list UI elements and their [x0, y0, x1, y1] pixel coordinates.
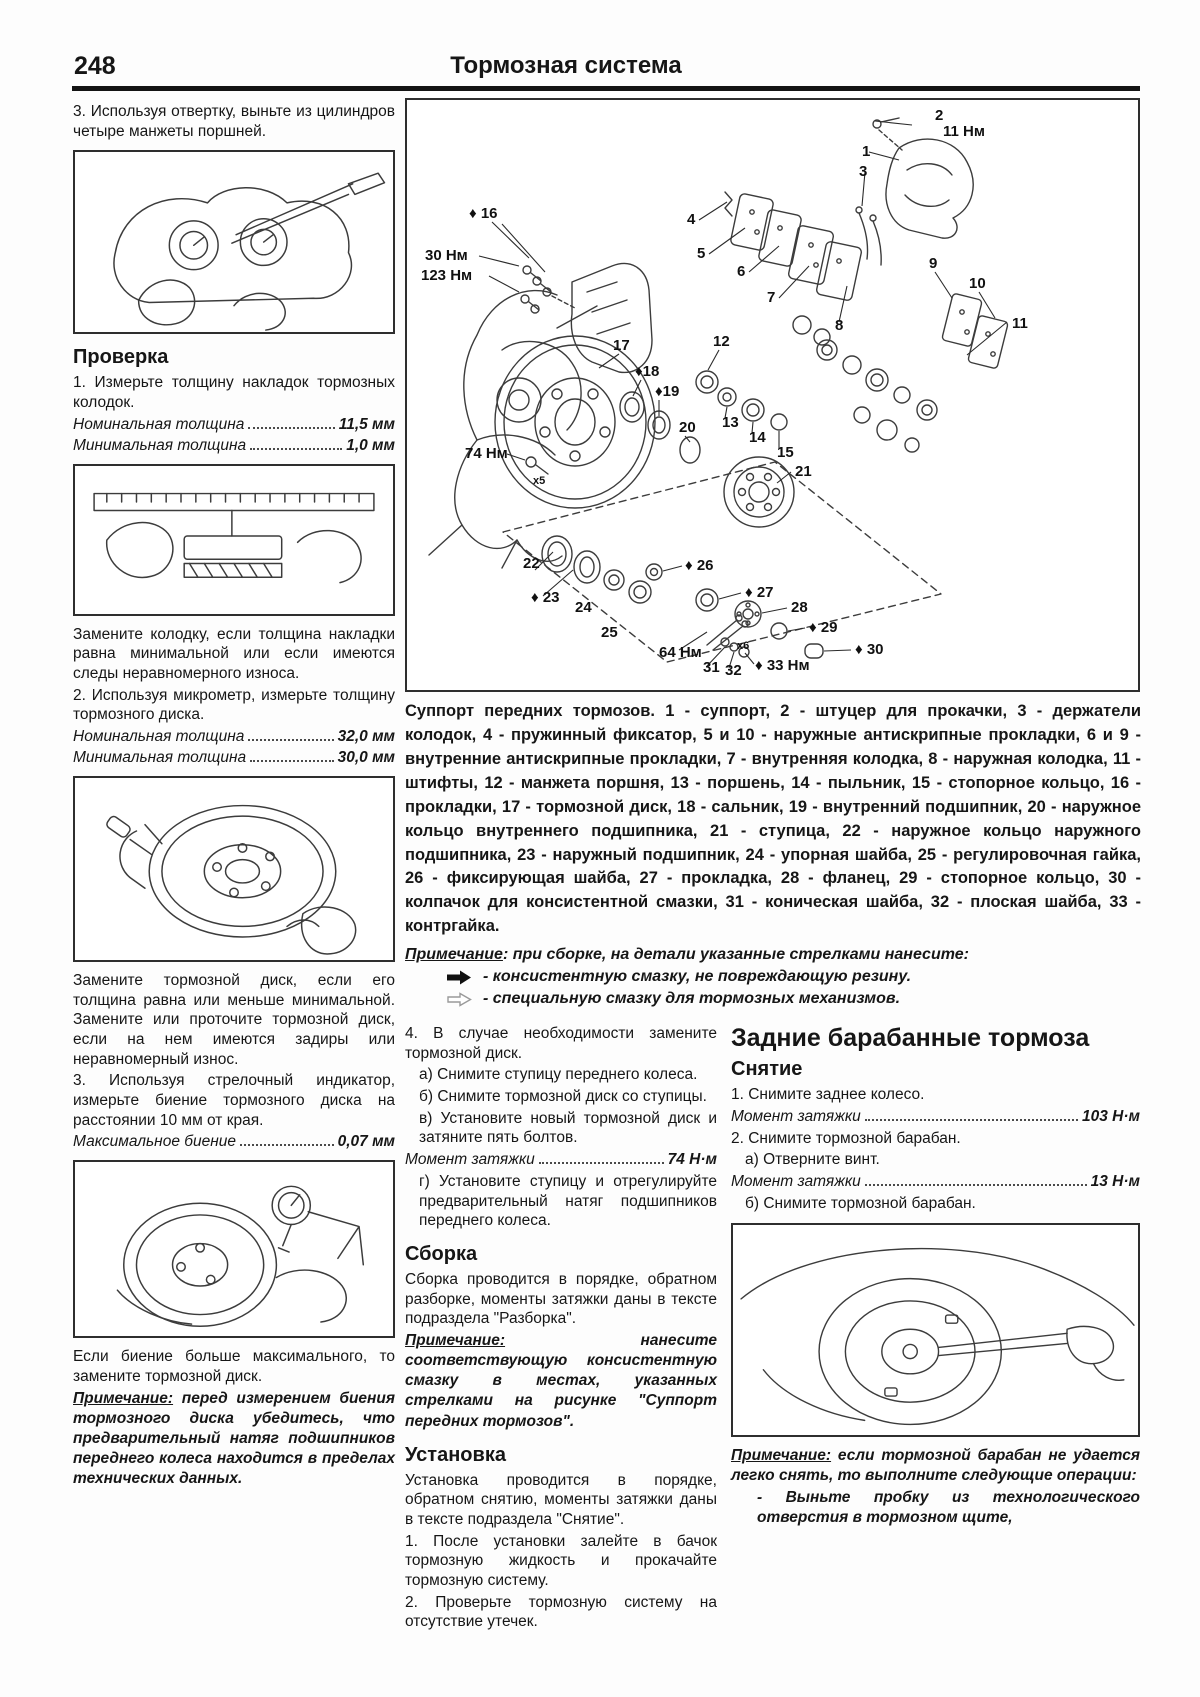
step-text: 3. Используя стрелочный индикатор, измерьте биение тормозного диска на расстоянии 10 мм от края. — [73, 1072, 395, 1129]
diagram-callout: 21 — [795, 463, 812, 480]
step-text: 2. Используя микрометр, измерьте толщину тормозного диска. — [73, 686, 395, 724]
exploded-diagram-box — [405, 98, 1140, 692]
diagram-callout: ♦19 — [655, 383, 680, 400]
note-text: если тормозной барабан не удается легко снять, то выполните следующие операции: — [731, 1446, 1140, 1484]
diagram-callout: ♦18 — [635, 363, 660, 380]
spec-line — [73, 1133, 395, 1151]
note-text: : при сборке, на детали указанные стрелками нанесите: — [502, 946, 969, 964]
diagram-callout: 15 — [777, 444, 794, 461]
diagram-caption-block — [405, 700, 1141, 1012]
diagram-caption: Суппорт передних тормозов. 1 - суппорт, 2 - штуцер для прокачки, 3 - держатели колодок, 4 - пружинный фиксатор, 5 и 10 - наружные антискрипные прокладки, 6 и 9 - внутренние антискрипные прокладки, 7 - внутренняя колодка, 8 - наружная колодка, 11 - штифты, 12 - манжета поршня, 13 - поршень, 14 - пыльник, 15 - стопорное кольцо, 16 - прокладки, 17 - тормозной диск, 18 - сальник, 19 - внутренний подшипник, 20 - наружное кольцо внутреннего подшипника, 21 - ступица, 22 - наружное кольцо наружного подшипника, 23 - наружный подшипник, 24 - упорная шайба, 25 - регулировочная гайка, 26 - фиксирующая шайба, 27 - прокладка, 28 - фланец, 29 - стопорное кольцо, 30 - колпачок для консистентной смазки, 31 - коническая шайба, 32 - плоская шайба, 33 - контргайка. — [405, 702, 1141, 936]
dotted-leader — [865, 1108, 1078, 1121]
diagram-callout: 1 — [862, 143, 871, 160]
front-caliper-exploded-diagram — [407, 100, 1138, 690]
note-text: перед измерением биения тормозного диска убедитесь, что предварительный натяг подшипников переднего колеса находится в пределах технических данных. — [73, 1389, 395, 1488]
dotted-leader — [539, 1151, 664, 1164]
dotted-leader — [240, 1133, 334, 1146]
chapter-heading-rear-drum: Задние барабанные тормоза — [731, 1024, 1090, 1052]
piston-seal-removal-drawing — [75, 152, 393, 332]
pads-drawing — [725, 192, 862, 301]
body-paragraph: Замените тормозной диск, если его толщина равна или меньше минимальной. Замените или проточите тормозной диск, если на нем имеются задиры или неравномерный износ. — [73, 972, 395, 1068]
section-heading-install: Установка — [405, 1443, 506, 1466]
step-text: 2. Проверьте тормозную систему на отсутствие утечек. — [405, 1593, 717, 1631]
torque-line — [731, 1108, 1140, 1126]
diagram-callout: 5 — [697, 245, 706, 262]
leader-lines — [479, 121, 1007, 668]
illustration-drum-removal — [731, 1223, 1140, 1437]
spec-line — [73, 416, 395, 434]
outline-arrow-icon — [447, 992, 473, 1007]
spec-label: Максимальное биение — [73, 1133, 236, 1151]
diagram-callout: ♦ 27 — [745, 584, 774, 601]
diagram-callout: 3 — [859, 163, 868, 180]
caliper-drawing — [114, 173, 385, 330]
runout-drawing — [117, 1186, 363, 1326]
spec-value: 30,0 мм — [337, 749, 395, 767]
diagram-callout: 10 — [969, 275, 986, 292]
page-title: Тормозная система — [450, 52, 682, 79]
illustration-disc-micrometer — [73, 776, 395, 962]
section-heading-check: Проверка — [73, 346, 169, 369]
spec-value: 74 Н·м — [667, 1151, 717, 1169]
section-heading-assembly: Сборка — [405, 1243, 478, 1266]
diagram-callout: x5 — [533, 475, 546, 487]
illustration-pad-thickness-measure — [73, 464, 395, 616]
diagram-callout: 25 — [601, 624, 618, 641]
hub-drawing — [724, 457, 794, 527]
diagram-callout: 6 — [737, 263, 746, 280]
diagram-callout: 14 — [749, 429, 766, 446]
diagram-callout: ♦ 16 — [469, 205, 498, 222]
spec-value: 0,07 мм — [337, 1133, 395, 1151]
spec-line — [73, 728, 395, 746]
diagram-callout: 12 — [713, 333, 730, 350]
solid-arrow-icon — [447, 970, 473, 985]
left-column — [73, 102, 395, 1491]
page-number: 248 — [74, 52, 116, 80]
note-text: нанесите соответствующую консистентную смазку в местах, указанных стрелками на рисунке "Суппорт передних тормозов". — [405, 1332, 717, 1430]
step-text: 1. После установки залейте в бачок тормозную жидкость и прокачайте тормозную систему. — [405, 1532, 717, 1590]
bullet-text: - консистентную смазку, не повреждающую резину. — [483, 968, 912, 986]
pins-drawing — [856, 207, 881, 265]
step-text: 1. Измерьте толщину накладок тормозных колодок. — [73, 374, 395, 412]
body-paragraph: Замените колодку, если толщина накладки равна минимальной или если имеются следы неравномерного износа. — [73, 625, 395, 683]
diagram-callout: 31 — [703, 659, 720, 676]
spec-value: 11,5 мм — [338, 415, 395, 433]
ruler-drawing — [94, 493, 374, 582]
disc-drawing — [105, 805, 355, 953]
dotted-leader — [248, 416, 334, 429]
torque-line — [405, 1151, 717, 1169]
dotted-leader — [250, 437, 342, 450]
note-label: Примечание: — [73, 1389, 174, 1407]
spec-line — [73, 749, 395, 767]
spec-label: Минимальная толщина — [73, 436, 247, 454]
diagram-callout: 74 Нм — [465, 445, 508, 462]
note-bullet: - Выньте пробку из технологического отверстия в тормозном щите, — [757, 1488, 1140, 1527]
spec-label: Номинальная толщина — [73, 415, 245, 433]
diagram-callout: ♦ 33 Нм — [755, 657, 810, 674]
spec-label: Момент затяжки — [731, 1107, 861, 1125]
spec-line — [73, 437, 395, 455]
grease-bullet-solid — [405, 968, 1141, 986]
note-paragraph — [731, 1446, 1140, 1486]
diagram-callout: ♦ 30 — [855, 641, 884, 658]
diagram-callout: ♦ 29 — [809, 619, 838, 636]
diagram-callout: 11 — [1012, 315, 1028, 332]
spec-value: 103 Н·м — [1082, 1107, 1140, 1125]
body-paragraph: Сборка проводится в порядке, обратном разборке, моменты затяжки даны в тексте подраздела "Разборка". — [405, 1271, 717, 1328]
note-label: Примечание — [405, 946, 503, 964]
diagram-callout: 13 — [722, 414, 739, 431]
step-text: 2. Снимите тормозной барабан. — [731, 1129, 961, 1147]
caliper-bracket-drawing — [521, 263, 652, 372]
spec-label: Момент затяжки — [731, 1173, 861, 1191]
dotted-leader — [248, 728, 333, 741]
substep-text: а) Снимите ступицу переднего колеса. — [419, 1066, 698, 1084]
body-paragraph: Если биение больше максимального, то замените тормозной диск. — [73, 1348, 395, 1386]
diagram-callout: x6 — [737, 640, 750, 652]
step-text: 1. Снимите заднее колесо. — [731, 1086, 925, 1103]
diagram-callout: 28 — [791, 599, 808, 616]
diagram-note — [405, 946, 1141, 964]
diagram-callout: 30 Нм — [425, 247, 468, 264]
note-label: Примечание: — [405, 1332, 506, 1350]
substep-text: в) Установите новый тормозной диск и затяните пять болтов. — [419, 1109, 717, 1147]
diagram-callout: 24 — [575, 599, 592, 616]
grease-bullet-outline — [405, 990, 1141, 1008]
diagram-callout: 22 — [523, 555, 540, 572]
diagram-callout: 2 — [935, 107, 944, 124]
diagram-callout: ♦ 23 — [531, 589, 560, 606]
diagram-callout: 17 — [613, 337, 630, 354]
spec-value: 13 Н·м — [1090, 1173, 1140, 1191]
page-header — [72, 50, 1140, 91]
diagram-callout: 123 Нм — [421, 267, 473, 284]
hub-bolt-drawing — [526, 457, 548, 474]
pad-measure-drawing — [75, 466, 393, 614]
section-heading-removal: Снятие — [731, 1058, 803, 1080]
step-text: 3. Используя отвертку, выньте из цилиндров четыре манжеты поршней. — [73, 103, 395, 140]
diagram-callout: ♦ 26 — [685, 557, 714, 574]
spec-label: Момент затяжки — [405, 1151, 535, 1169]
note-paragraph — [73, 1389, 395, 1490]
illustration-piston-seal-removal — [73, 150, 395, 334]
diagram-callout: 11 Нм — [943, 123, 985, 140]
illustration-disc-runout-indicator — [73, 1160, 395, 1338]
step-text: 4. В случае необходимости замените тормозной диск. — [405, 1025, 717, 1062]
right-column — [731, 1024, 1140, 1530]
disc-micrometer-drawing — [75, 778, 393, 960]
spec-label: Номинальная толщина — [73, 728, 245, 746]
dotted-leader — [250, 749, 333, 762]
body-paragraph: Установка проводится в порядке, обратном снятию, моменты затяжки даны в тексте подраздела "Снятие". — [405, 1471, 717, 1529]
substep-text: а) Отверните винт. — [745, 1151, 880, 1169]
bullet-text: - специальную смазку для тормозных механизмов. — [483, 990, 901, 1008]
middle-column — [405, 1024, 717, 1634]
drum-removal-drawing — [733, 1228, 1138, 1431]
diagram-callout: 20 — [679, 419, 696, 436]
note-label: Примечание: — [731, 1446, 832, 1464]
spec-value: 1,0 мм — [346, 436, 395, 454]
spec-label: Минимальная толщина — [73, 749, 247, 767]
diagram-callout: 32 — [725, 662, 742, 679]
note-paragraph — [405, 1331, 717, 1432]
substep-text: г) Установите ступицу и отрегулируйте предварительный натяг подшипников переднего колеса. — [419, 1173, 717, 1230]
diagram-callout: 7 — [767, 289, 776, 306]
diagram-callout: 8 — [835, 317, 844, 334]
substep-text: б) Снимите тормозной барабан. — [745, 1195, 976, 1213]
diagram-callout: 9 — [929, 255, 938, 272]
diagram-callout: 64 Нм — [659, 644, 702, 661]
diagram-callout: 4 — [687, 211, 696, 228]
outer-shims-drawing — [942, 293, 1009, 369]
substep-text: б) Снимите тормозной диск со ступицы. — [419, 1088, 707, 1106]
drum-drawing — [741, 1249, 1134, 1425]
torque-line — [731, 1173, 1140, 1191]
disc-runout-drawing — [75, 1163, 393, 1337]
seal-rings-drawing — [696, 316, 937, 452]
spec-value: 32,0 мм — [337, 728, 395, 746]
dotted-leader — [865, 1173, 1087, 1186]
